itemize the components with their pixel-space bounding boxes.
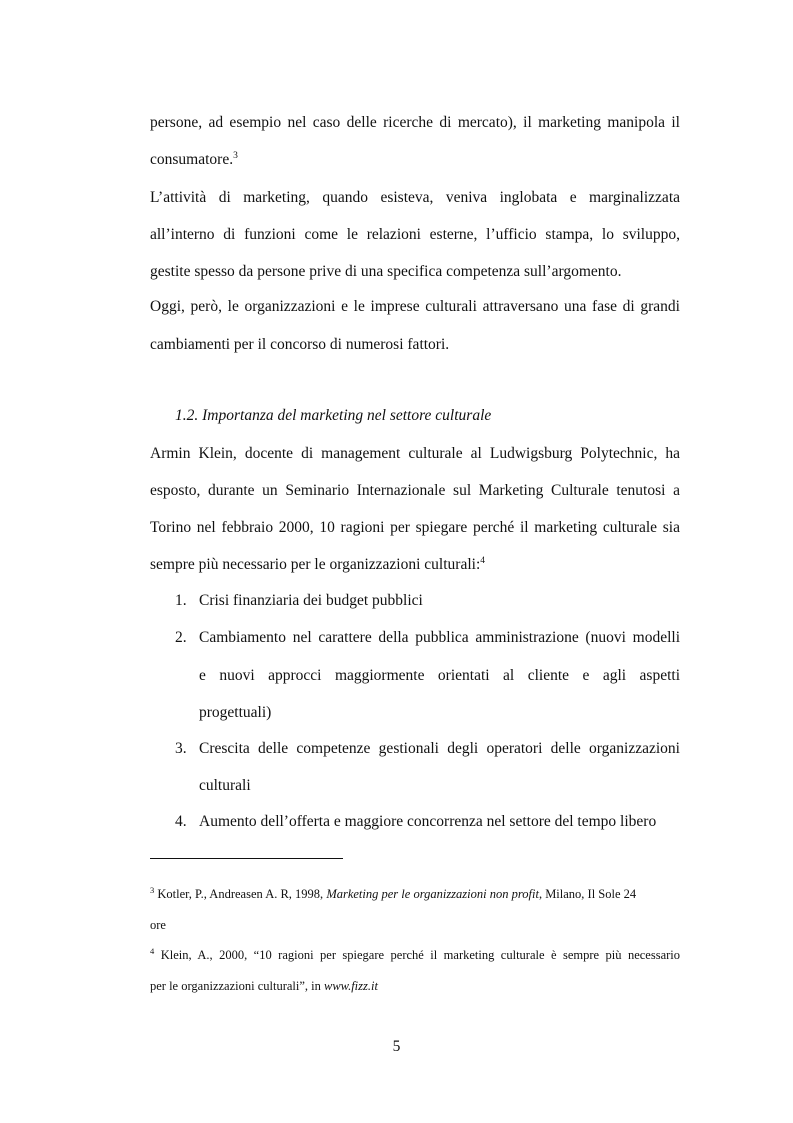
footnote-3-cont: ore xyxy=(150,918,166,932)
paragraph-line: gestite spesso da persone prive di una specifica competenza sull’argomento. xyxy=(150,263,622,280)
list-item-text: Crisi finanziaria dei budget pubblici xyxy=(199,592,423,609)
list-item-text: culturali xyxy=(199,777,251,794)
page-number: 5 xyxy=(392,1038,401,1055)
list-item-number: 4. xyxy=(175,813,187,830)
paragraph-line: consumatore.$^3$ xyxy=(150,151,238,168)
list-item-number: 3. xyxy=(175,740,187,757)
footnote-4-cont: per le organizzazioni culturali”, in www.fizz.it xyxy=(150,979,378,993)
paragraph-line: cambiamenti per il concorso di numerosi fattori. xyxy=(150,336,450,353)
list-item-text: Aumento dell’offerta e maggiore concorrenza nel settore del tempo libero xyxy=(199,813,657,830)
footnote-3: $^3$ Kotler, P., Andreasen A. R, 1998, Marketing per le organizzazioni non profit, Milano, Il Sole 24 xyxy=(150,885,637,901)
list-item-text: e nuovi approcci maggiormente orientati al cliente e agli aspetti xyxy=(199,667,680,684)
footnote-number: 4 xyxy=(150,946,155,956)
footnote-separator xyxy=(150,858,343,859)
paragraph-line: Armin Klein, docente di management culturale al Ludwigsburg Polytechnic, ha xyxy=(150,445,680,462)
footnote-link[interactable]: www.fizz.it xyxy=(324,979,378,993)
paragraph-line: sempre più necessario per le organizzazioni culturali:$^4$ xyxy=(150,556,485,573)
paragraph-line: all’interno di funzioni come le relazioni esterne, l’ufficio stampa, lo sviluppo, xyxy=(150,226,680,243)
footnote-title: Marketing per le organizzazioni non profit xyxy=(323,887,539,901)
footnote-number: 3 xyxy=(150,885,155,895)
section-heading: 1.2. Importanza del marketing nel settore culturale xyxy=(175,407,492,424)
list-item-text: Crescita delle competenze gestionali degli operatori delle organizzazioni xyxy=(199,740,680,757)
list-item-text: progettuali) xyxy=(199,704,272,721)
footnote-ref-3[interactable]: 3 xyxy=(233,151,238,161)
paragraph-line: Torino nel febbraio 2000, 10 ragioni per spiegare perché il marketing culturale sia xyxy=(150,519,680,536)
footnote-ref-4[interactable]: 4 xyxy=(480,556,485,566)
list-item-number: 2. xyxy=(175,629,187,646)
paragraph-line: L’attività di marketing, quando esisteva, veniva inglobata e marginalizzata xyxy=(150,189,680,206)
list-item-text: Cambiamento nel carattere della pubblica amministrazione (nuovi modelli xyxy=(199,629,680,646)
footnote-4: $^4$ Klein, A., 2000, “10 ragioni per spiegare perché il marketing culturale è sempre più necessario xyxy=(150,946,681,962)
paragraph-line: esposto, durante un Seminario Internazionale sul Marketing Culturale tenutosi a xyxy=(150,482,680,499)
paragraph-line: persone, ad esempio nel caso delle ricerche di mercato), il marketing manipola il xyxy=(150,114,680,131)
list-item-number: 1. xyxy=(175,592,187,609)
paragraph-line: Oggi, però, le organizzazioni e le imprese culturali attraversano una fase di grandi xyxy=(150,298,680,315)
